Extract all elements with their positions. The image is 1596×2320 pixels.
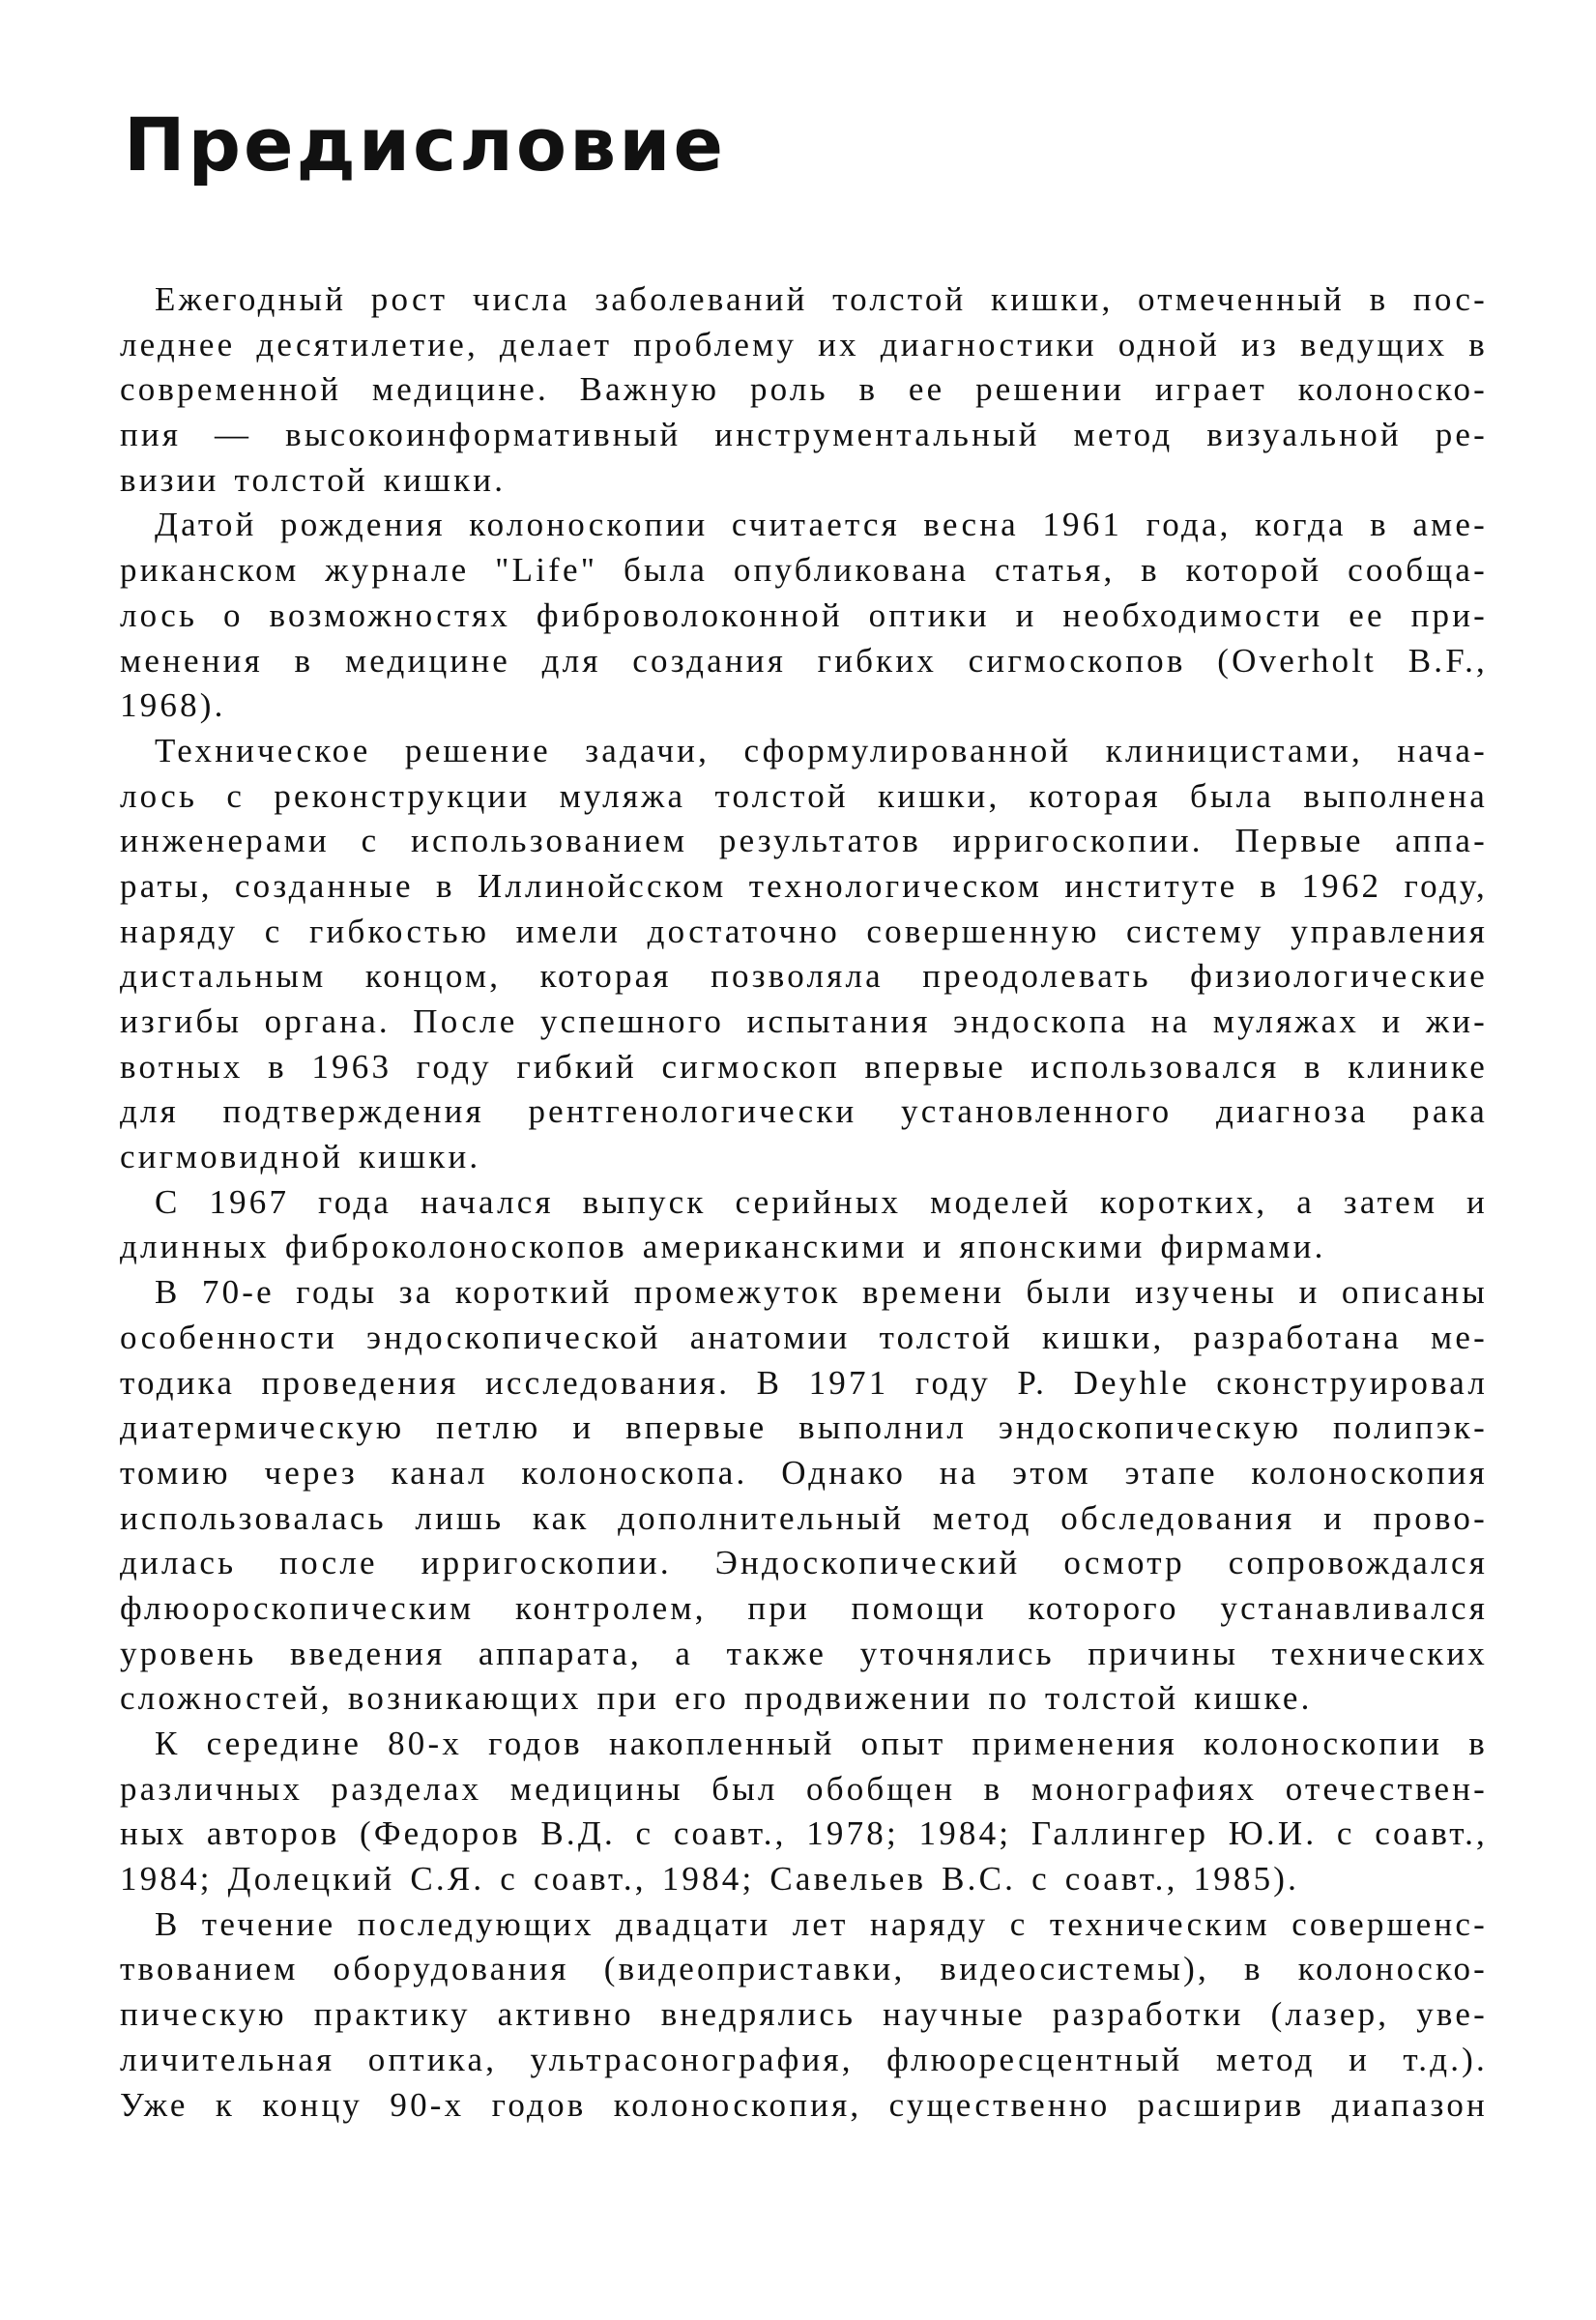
- text-line: твованием оборудования (видеоприставки, видеосистемы), в колоноско-: [120, 1950, 1488, 1988]
- text-line: менения в медицине для создания гибких сигмоскопов (Overholt B.F.,: [120, 641, 1488, 680]
- text-line: дистальным концом, которая позволяла преодолевать физиологические: [120, 957, 1488, 996]
- text-line: различных разделах медицины был обобщен в монографиях отечествен-: [120, 1769, 1488, 1808]
- text-line: флюороскопическим контролем, при помощи которого устанавливался: [120, 1588, 1488, 1627]
- text-line: тодика проведения исследования. В 1971 году P. Deyhle сконструировал: [120, 1363, 1488, 1402]
- text-line: длинных фиброколоноскопов американскими и японскими фирмами.: [120, 1228, 1326, 1266]
- text-line: сигмовидной кишки.: [120, 1138, 481, 1176]
- text-line: дилась после ирригоскопии. Эндоскопический осмотр сопровождался: [120, 1544, 1488, 1582]
- text-line: личительная оптика, ультрасонография, флюоресцентный метод и т.д.).: [120, 2040, 1488, 2078]
- text-line: В 70-е годы за короткий промежуток времени были изучены и описаны: [155, 1273, 1488, 1312]
- text-line: ных авторов (Федоров В.Д. с соавт., 1978; 1984; Галлингер Ю.И. с соавт.,: [120, 1814, 1488, 1853]
- text-line: риканском журнале "Life" была опубликована статья, в которой сообща-: [120, 551, 1488, 590]
- text-line: инженерами с использованием результатов ирригоскопии. Первые аппа-: [120, 822, 1488, 860]
- text-line: современной медицине. Важную роль в ее решении играет колоноско-: [120, 370, 1488, 409]
- text-line: раты, созданные в Иллинойсском технологическом институте в 1962 году,: [120, 866, 1488, 905]
- text-line: Уже к концу 90-х годов колоноскопия, существенно расширив диапазон: [120, 2085, 1488, 2124]
- text-line: особенности эндоскопической анатомии толстой кишки, разработана ме-: [120, 1318, 1488, 1356]
- text-line: лось о возможностях фиброволоконной оптики и необходимости ее при-: [120, 595, 1488, 634]
- body-text: [120, 277, 1488, 2128]
- text-line: сложностей, возникающих при его продвижении по толстой кишке.: [120, 1679, 1313, 1718]
- text-line: для подтверждения рентгенологически установленного диагноза рака: [120, 1092, 1488, 1131]
- text-line: С 1967 года начался выпуск серийных моделей коротких, а затем и: [155, 1182, 1488, 1221]
- text-line: Датой рождения колоноскопии считается весна 1961 года, когда в аме-: [155, 506, 1488, 544]
- text-line: 1984; Долецкий С.Я. с соавт., 1984; Савельев В.С. с соавт., 1985).: [120, 1860, 1300, 1899]
- text-line: использовалась лишь как дополнительный метод обследования и прово-: [120, 1498, 1488, 1537]
- text-line: Ежегодный рост числа заболеваний толстой кишки, отмеченный в пос-: [155, 280, 1488, 318]
- text-line: томию через канал колоноскопа. Однако на этом этапе колоноскопия: [120, 1453, 1488, 1492]
- text-line: диатермическую петлю и впервые выполнил эндоскопическую полипэк-: [120, 1408, 1488, 1447]
- text-line: лось с реконструкции муляжа толстой кишки, которая была выполнена: [120, 776, 1488, 815]
- text-line: К середине 80-х годов накопленный опыт применения колоноскопии в: [155, 1725, 1488, 1762]
- text-line: пия — высокоинформативный инструментальный метод визуальной ре-: [120, 416, 1488, 454]
- text-line: 1968).: [120, 686, 226, 725]
- text-line: пическую практику активно внедрялись научные разработки (лазер, уве-: [120, 1995, 1488, 2034]
- text-line: изгибы органа. После успешного испытания эндоскопа на муляжах и жи-: [120, 1002, 1488, 1040]
- text-line: вотных в 1963 году гибкий сигмоскоп впервые использовался в клинике: [120, 1047, 1488, 1086]
- text-line: Техническое решение задачи, сформулированной клиницистами, нача-: [155, 731, 1488, 769]
- text-line: наряду с гибкостью имели достаточно совершенную систему управления: [120, 912, 1488, 950]
- text-line: визии толстой кишки.: [120, 460, 507, 499]
- text-line: В течение последующих двадцати лет наряду с техническим совершенс-: [155, 1904, 1488, 1943]
- page-title: Предисловие: [124, 102, 727, 188]
- text-line: уровень введения аппарата, а также уточнялись причины технических: [120, 1634, 1488, 1672]
- text-line: леднее десятилетие, делает проблему их диагностики одной из ведущих в: [120, 325, 1488, 363]
